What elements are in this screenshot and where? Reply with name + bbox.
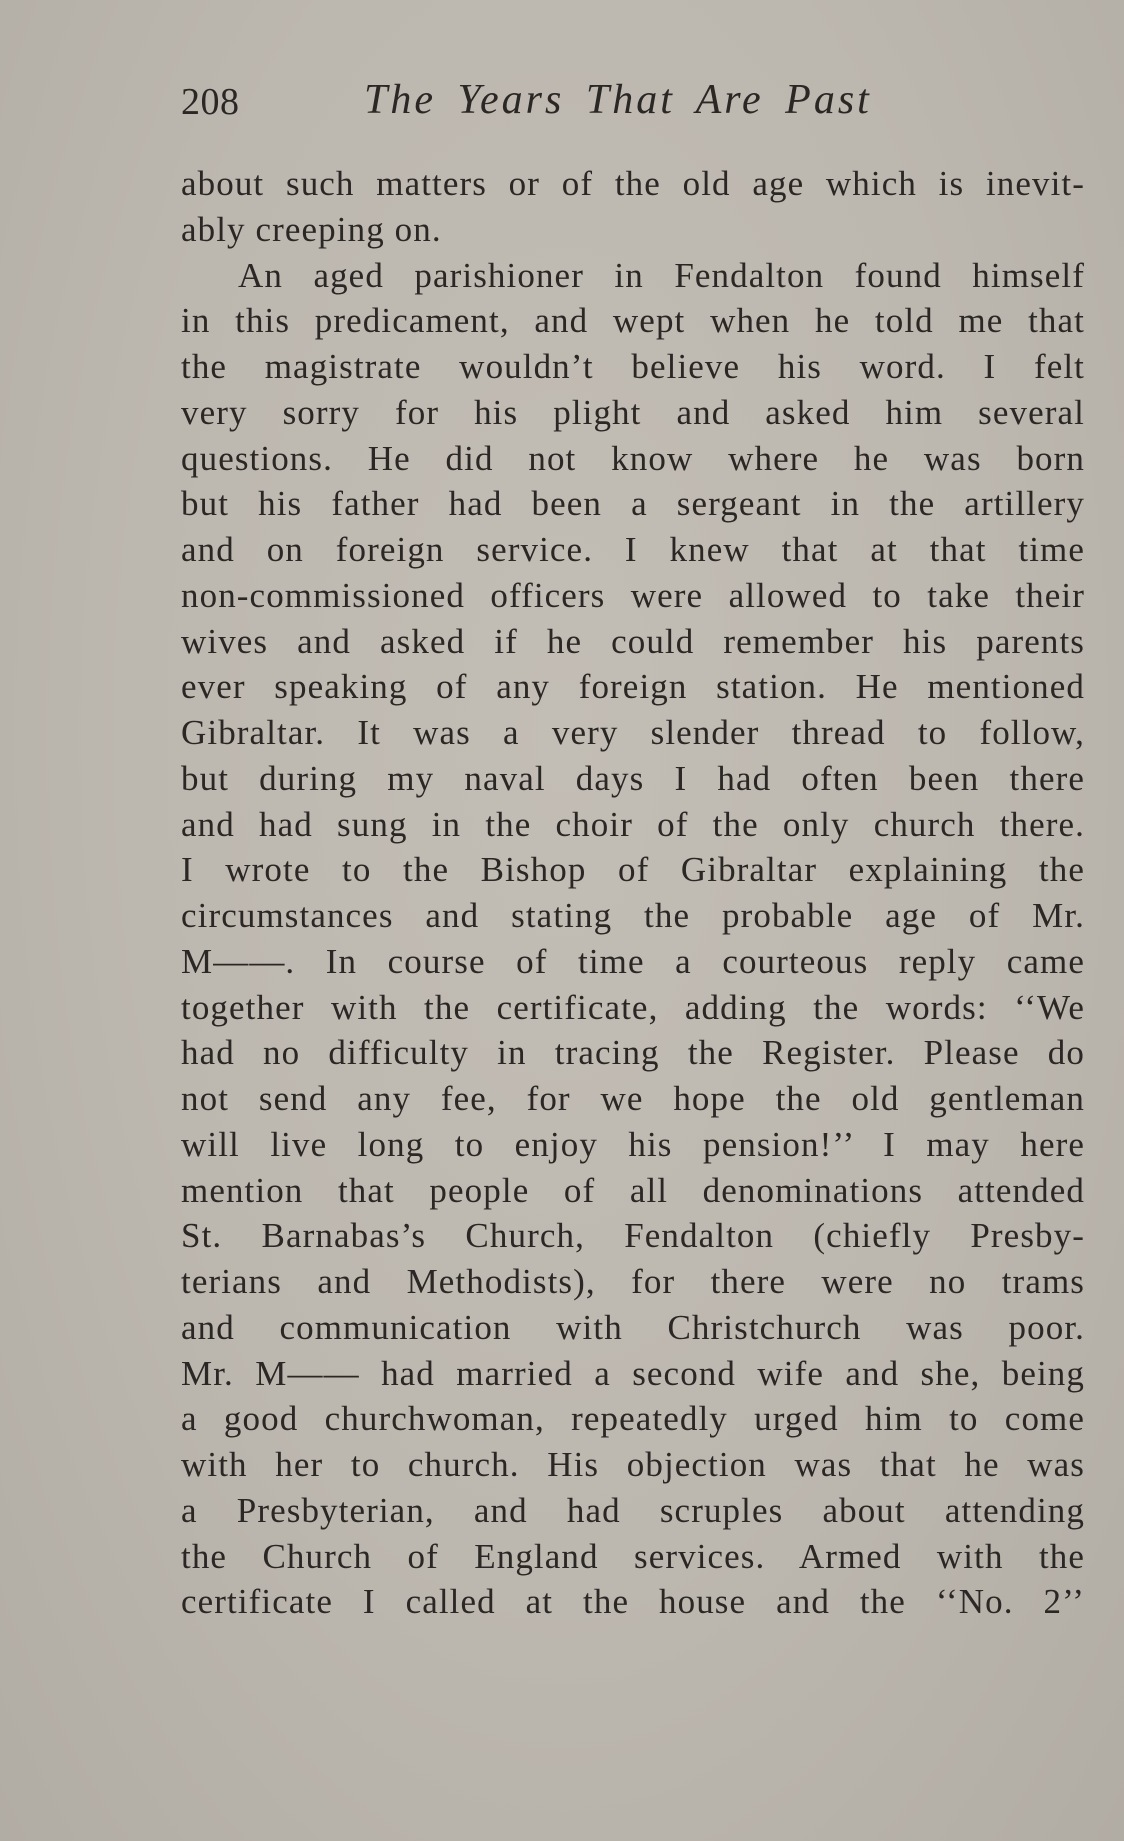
- text-line: will live long to enjoy his pension!’’ I may here: [181, 1124, 1085, 1164]
- text-line: with her to church. His objection was that he was: [181, 1445, 1085, 1484]
- running-title: The Years That Are Past: [364, 77, 872, 123]
- body-text: [181, 161, 1085, 1625]
- text-line: M——. In course of time a courteous reply came: [181, 941, 1085, 981]
- text-line: Mr. M—— had married a second wife and she, being: [181, 1353, 1085, 1393]
- text-line: Gibraltar. It was a very slender thread to follow,: [181, 713, 1085, 752]
- text-line: certificate I called at the house and the ‘‘No. 2’’: [181, 1582, 1085, 1622]
- text-line: circumstances and stating the probable age of Mr.: [181, 896, 1085, 935]
- text-line: a good churchwoman, repeatedly urged him to come: [181, 1399, 1085, 1439]
- text-line: not send any fee, for we hope the old gentleman: [181, 1079, 1085, 1118]
- text-line: had no difficulty in tracing the Register. Please do: [181, 1033, 1085, 1073]
- text-line: terians and Methodists), for there were no trams: [181, 1262, 1085, 1301]
- text-line: very sorry for his plight and asked him several: [181, 392, 1085, 432]
- page-number: 208: [181, 81, 240, 123]
- text-line: I wrote to the Bishop of Gibraltar explaining the: [181, 850, 1085, 890]
- text-line: An aged parishioner in Fendalton found himself: [238, 255, 1085, 295]
- text-line: a Presbyterian, and had scruples about attending: [181, 1490, 1085, 1530]
- text-line: but his father had been a sergeant in the artillery: [181, 484, 1085, 524]
- text-line: together with the certificate, adding the words: ‘‘We: [181, 987, 1085, 1027]
- text-line: questions. He did not know where he was born: [181, 438, 1085, 478]
- text-line: St. Barnabas’s Church, Fendalton (chiefly Presby-: [181, 1216, 1085, 1256]
- text-line: in this predicament, and wept when he told me that: [181, 301, 1085, 341]
- text-line: and communication with Christchurch was poor.: [181, 1307, 1085, 1347]
- text-line: about such matters or of the old age which is inevit-: [181, 164, 1085, 203]
- text-line: ever speaking of any foreign station. He mentioned: [181, 667, 1085, 707]
- text-line: the Church of England services. Armed with the: [181, 1536, 1085, 1576]
- text-line: and on foreign service. I knew that at that time: [181, 530, 1085, 569]
- text-line: non-commissioned officers were allowed to take their: [181, 575, 1085, 615]
- text-line: ably creeping on.: [181, 209, 442, 249]
- text-line: the magistrate wouldn’t believe his word. I felt: [181, 347, 1085, 386]
- text-line: wives and asked if he could remember his parents: [181, 621, 1085, 661]
- text-line: mention that people of all denominations attended: [181, 1170, 1085, 1210]
- text-line: but during my naval days I had often been there: [181, 758, 1085, 798]
- text-line: and had sung in the choir of the only church there.: [181, 804, 1085, 844]
- page-header: [181, 70, 1085, 140]
